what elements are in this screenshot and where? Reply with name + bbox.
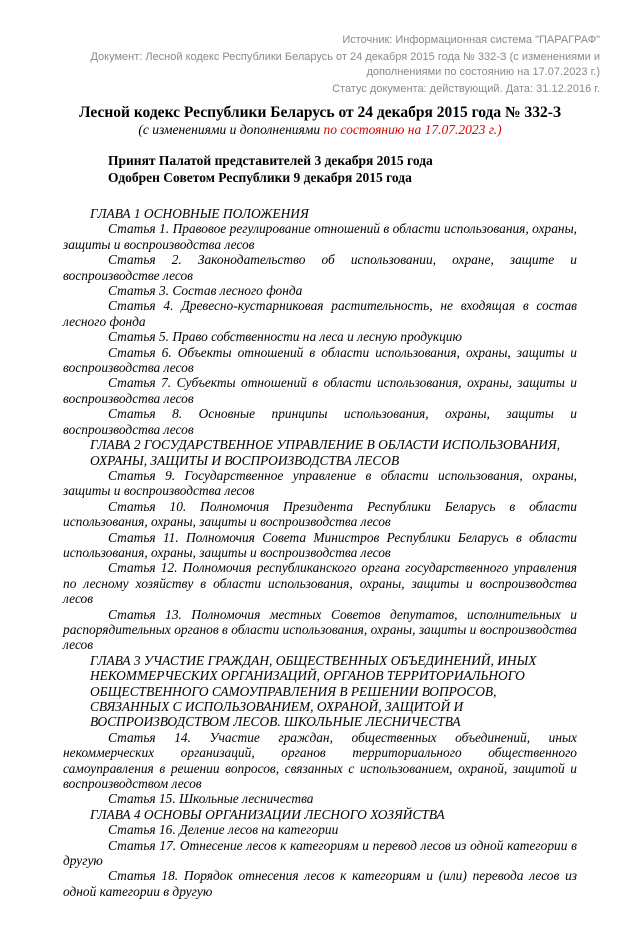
amendment-note [63, 122, 577, 138]
toc-article-item: Статья 17. Отнесение лесов к категориям и перевод лесов из одной категории в другую [63, 837, 577, 869]
toc-chapter-heading: ГЛАВА 1 ОСНОВНЫЕ ПОЛОЖЕНИЯ [90, 206, 309, 221]
adoption-approved-line: Одобрен Советом Республики 9 декабря 2015 года [108, 169, 412, 185]
toc-article-item: Статья 7. Субъекты отношений в области использования, охраны, защиты и воспроизводства лесов [63, 375, 577, 406]
toc-article-item: Статья 13. Полномочия местных Советов депутатов, исполнительных и распорядительных органов в области использования, охраны, защиты и воспроизводства лесов [63, 606, 577, 653]
toc-article-item: Статья 10. Полномочия Президента Республики Беларусь в области использования, охраны, защиты и воспроизводства лесов [63, 498, 577, 530]
document-page [0, 33, 640, 938]
toc-article-item: Статья 9. Государственное управление в области использования, охраны, защиты и воспроизводства лесов [63, 467, 577, 499]
toc-article-item: Статья 16. Деление лесов на категории [108, 822, 339, 838]
adoption-block [108, 153, 577, 186]
toc-article-item: Статья 5. Право собственности на леса и лесную продукцию [108, 329, 462, 345]
toc-article-item: Статья 14. Участие граждан, общественных объединений, иных некоммерческих организаций, органов территориального общественного самоуправления в решении вопросов, связанных с использованием, охраной, защитой и воспроизводством лесов [63, 729, 577, 792]
toc-article-item: Статья 3. Состав лесного фонда [108, 283, 303, 299]
toc-article-item: Статья 18. Порядок отнесения лесов к категориям и (или) перевода лесов из одной категории в другую [63, 868, 577, 899]
document-title: Лесной кодекс Республики Беларусь от 24 декабря 2015 года № 332-З [78, 104, 562, 121]
toc-chapter-heading: ГЛАВА 4 ОСНОВЫ ОРГАНИЗАЦИИ ЛЕСНОГО ХОЗЯЙСТВА [90, 806, 445, 822]
toc-article-item: Статья 1. Правовое регулирование отношений в области использования, охраны, защиты и воспроизводства лесов [63, 221, 577, 252]
toc-article-item: Статья 6. Объекты отношений в области использования, охраны, защиты и воспроизводства лесов [63, 344, 577, 376]
toc-article-item: Статья 11. Полномочия Совета Министров Республики Беларусь в области использования, охраны, защиты и воспроизводства лесов [63, 529, 577, 560]
toc-article-item: Статья 12. Полномочия республиканского органа государственного управления по лесному хозяйству в области использования, охраны, защиты и воспроизводства лесов [63, 560, 577, 607]
toc-article-item: Статья 4. Древесно-кустарниковая растительность, не входящая в состав лесного фонда [63, 298, 577, 329]
meta-source-line: Источник: Информационная система "ПАРАГРАФ" [342, 34, 600, 46]
toc-article-item: Статья 8. Основные принципы использования, охраны, защиты и воспроизводства лесов [63, 406, 577, 437]
meta-status-line: Статус документа: действующий. Дата: 31.12.2016 г. [332, 83, 600, 95]
toc-chapter-heading: ГЛАВА 3 УЧАСТИЕ ГРАЖДАН, ОБЩЕСТВЕННЫХ ОБЪЕДИНЕНИЙ, ИНЫХ НЕКОММЕРЧЕСКИХ ОРГАНИЗАЦИЙ, ОРГАНОВ ТЕРРИТОРИАЛЬНОГО ОБЩЕСТВЕННОГО САМОУПРАВЛЕНИЯ В РЕШЕНИИ ВОПРОСОВ, СВЯЗАННЫХ С ИСПОЛЬЗОВАНИЕМ, ОХРАНОЙ, ЗАЩИТОЙ И ВОСПРОИЗВОДСТВОМ ЛЕСОВ. ШКОЛЬНЫЕ ЛЕСНИЧЕСТВА [90, 652, 537, 730]
toc-article-item: Статья 2. Законодательство об использовании, охране, защите и воспроизводстве лесов [63, 252, 577, 283]
table-of-contents [63, 206, 577, 899]
toc-chapter-heading: ГЛАВА 2 ГОСУДАРСТВЕННОЕ УПРАВЛЕНИЕ В ОБЛАСТИ ИСПОЛЬЗОВАНИЯ, ОХРАНЫ, ЗАЩИТЫ И ВОСПРОИЗВОДСТВА ЛЕСОВ [90, 437, 561, 468]
adoption-accepted-line: Принят Палатой представителей 3 декабря 2015 года [108, 153, 433, 168]
meta-document-line: Документ: Лесной кодекс Республики Беларусь от 24 декабря 2015 года № 332-З (с изменениями и дополнениями по состоянию на 17.07.2023 г.) [90, 51, 600, 78]
toc-article-item: Статья 15. Школьные лесничества [108, 791, 314, 807]
amendment-note-prefix: (с изменениями и дополнениями [138, 122, 324, 137]
amendment-note-date-highlight: по состоянию на 17.07.2023 г.) [323, 122, 502, 137]
document-meta-header [40, 33, 600, 97]
